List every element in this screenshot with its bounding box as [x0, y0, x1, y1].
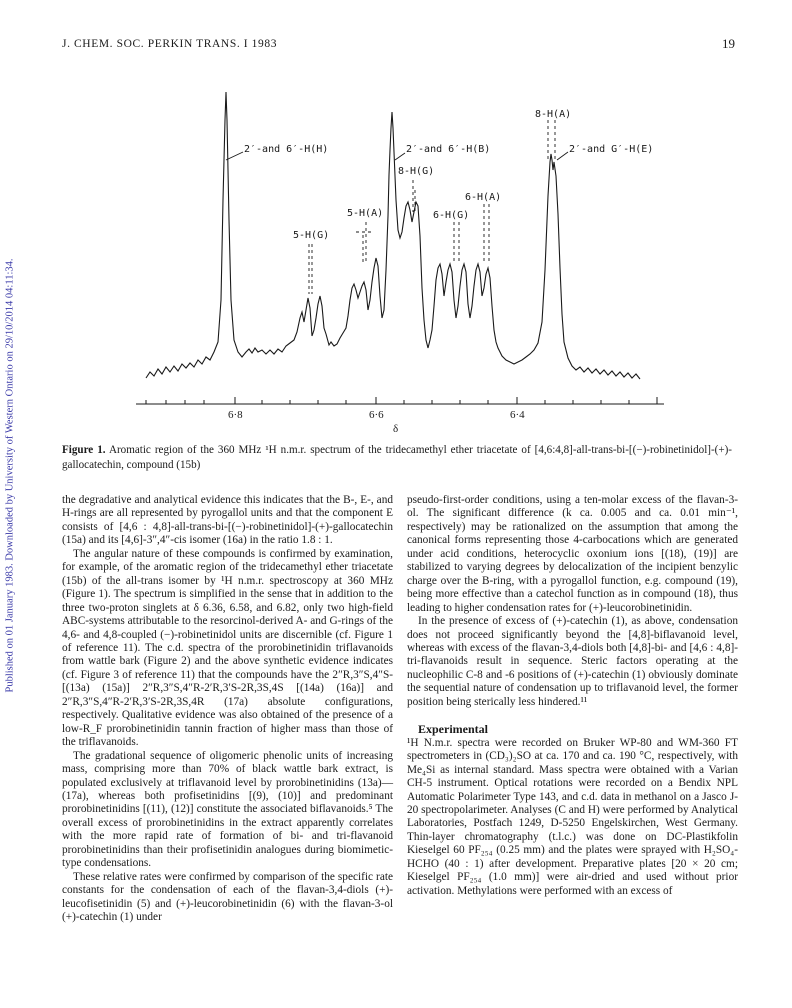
figure-caption [62, 443, 732, 473]
tick-label-6-4: 6·4 [510, 409, 525, 421]
axis-label-delta: δ [393, 423, 399, 435]
paragraph: pseudo-first-order conditions, using a ten-molar excess of the flavan-3-ol. The significant difference (k ca. 0.005 and ca. 0.01 min⁻¹, respectively) may be rationalized on the assumption that among the canonical forms representing those 4-carbocations which are generated under acid conditions, heterocyclic oxonium ions [(18), (19)] are stabilized to varying degrees by delocalization of the incipient benzylic charge over the B-ring, with a pyrogallol function, e.g. compound (19), being more effective than a catechol function as in compound (18), thus leading to higher condensation rates for (+)-leucorobinetinidin. [407, 494, 738, 614]
running-head: J. CHEM. SOC. PERKIN TRANS. I 1983 [62, 38, 278, 50]
spectrum-trace [146, 92, 640, 379]
peak-label-5-h-a: 5-H(A) [347, 208, 384, 219]
paragraph: The angular nature of these compounds is confirmed by examination, for example, of the aromatic region of the tridecamethyl ether triacetate (15b) of the all-trans isomer by ¹H n.m.r. spectroscopy at 360 MHz (Figure 1). The spectrum is simplified in the sense that in addition to the three two-proton singlets at δ 6.36, 6.58, and 6.82, only two high-field ABC-systems attributable to the resorcinol-derived A- and G-rings of the 4,6- and 4,8-coupled (−)-robinetinidol units are discernible (cf. Figure 1 of reference 11). The c.d. spectra of the prorobinetinidin triflavanoids from wattle bark (Figure 2) and the above synthetic evidence indicates (cf. Figure 3 of reference 11) that the compounds have the 2″R,3″S,4″S-[(13a) (15a)] 2″R,3″S,4″R-2′R,3′S-2R,3S,4S [(14a) (16a)] and 2″R,3″S,4″R-2′R,3′S-2R,3S,4R (17a) absolute configurations, respectively. Qualitative evidence was also obtained of the presence of a low-R_F prorobinetinidin tannin fraction of higher mass than those of the triflavanoids. [62, 547, 393, 749]
chemical-shift-axis [136, 397, 664, 404]
experimental-paragraph: ¹H N.m.r. spectra were recorded on Bruker WP-80 and WM-360 FT spectrometers in (CD₃)₂SO at ca. 170 and ca. 190 °C, respectively, with Me₄Si as internal standard. Mass spectra were obtained with a Varian CH-5 instrument. Optical rotations were recorded on a Bendix NPL Automatic Polarimeter Type 143, and c.d. data in methanol on a Jasco J-20 spectropolarimeter. Analyses (C and H) were performed by Analytical Laboratories, Postfach 1249, D-5250 Engelskirchen, West Germany. Thin-layer chromatography (t.l.c.) was done on DC-Plastikfolin Kieselgel 60 PF₂₅₄ (0.25 mm) and the plates were sprayed with H₂SO₄-HCHO (40 : 1) after development. Preparative plates [20 × 20 cm; Kieselgel PF₂₅₄ (1.0 mm)] were air-dried and used without prior activation. Methylations were performed with an excess of [407, 736, 738, 897]
paragraph: The gradational sequence of oligomeric phenolic units of increasing mass, comprising more than 70% of black wattle bark extract, is populated exclusively at triflavanoid level by prorobinetinidins (13a)—(17a), whereas both profisetinidins [(9), (10)] and predominant prorobinetinidins [(11), (12)] constitute the associated biflavanoids.⁵ The overall excess of prorobinetinidins in the extract apparently correlates with the more rapid rate of formation of bi- and tri-flavanoid prorobinetinidins than their profisetinidin analogues during biomimetic-type condensations. [62, 749, 393, 870]
section-heading-experimental: Experimental [418, 722, 488, 737]
figure-caption-label: Figure 1. [62, 444, 106, 456]
paragraph: the degradative and analytical evidence this indicates that the B-, E-, and H-rings are all represented by pyrogallol units and that the component E consists of [4,6 : 4,8]-all-trans-bi-[(−)-robinetinidol]-(+)-gallocatechin (15a) and its [4,6]-3″,4″-cis isomer (16a) in the ratio 1.8 : 1. [62, 494, 393, 547]
tick-label-6-8: 6·8 [228, 409, 243, 421]
right-text-column [407, 494, 738, 898]
page-number: 19 [722, 36, 735, 51]
figure-caption-text: Aromatic region of the 360 MHz ¹H n.m.r. spectrum of the tridecamethyl ether triacetate of [4,6:4,8]-all-trans-bi-[(−)-robinetinidol]-(+)-gallocatechin, compound (15b) [62, 444, 733, 471]
peak-label-2-6-h-b: 2′-and 6′-H(B) [406, 144, 491, 155]
peak-label-2-6-h-e: 2′-and G′-H(E) [569, 144, 654, 155]
paragraph: These relative rates were confirmed by comparison of the specific rate constants for the condensation of each of the flavan-3,4-diols (+)-leucofisetinidin (5) and (+)-leucorobinetinidin (6) with the flavan-3-ol (+)-catechin (1) under [62, 870, 393, 924]
tick-label-6-6: 6·6 [369, 409, 384, 421]
nmr-spectrum-figure [0, 0, 792, 440]
paragraph: In the presence of excess of (+)-catechin (1), as above, condensation does not proceed significantly beyond the [4,8]-biflavanoid level, whereas with excess of the flavan-3,4-diols both [4,8]-bi- and [4,6 : 4,8]-tri-flavanoids result in sequence. Steric factors operating at the nucleophilic C-8 and -6 positions of (+)-catechin (1) obviously dominate the sequential nature of condensation up to triflavanoid level, the former position being sterically less hindered.¹¹ [407, 615, 738, 708]
left-text-column [62, 494, 393, 925]
download-note: Published on 01 January 1983. Downloaded by University of Western Ontario on 29/10/2014 04:11:34. [4, 258, 16, 693]
peak-label-5-h-g: 5-H(G) [293, 230, 330, 241]
peak-label-6-h-g: 6-H(G) [433, 210, 470, 221]
peak-label-8-h-g: 8-H(G) [398, 166, 435, 177]
peak-label-8-h-a: 8-H(A) [535, 109, 572, 120]
peak-label-2-6-h-h: 2′-and 6′-H(H) [244, 144, 329, 155]
peak-label-6-h-a: 6-H(A) [465, 192, 502, 203]
